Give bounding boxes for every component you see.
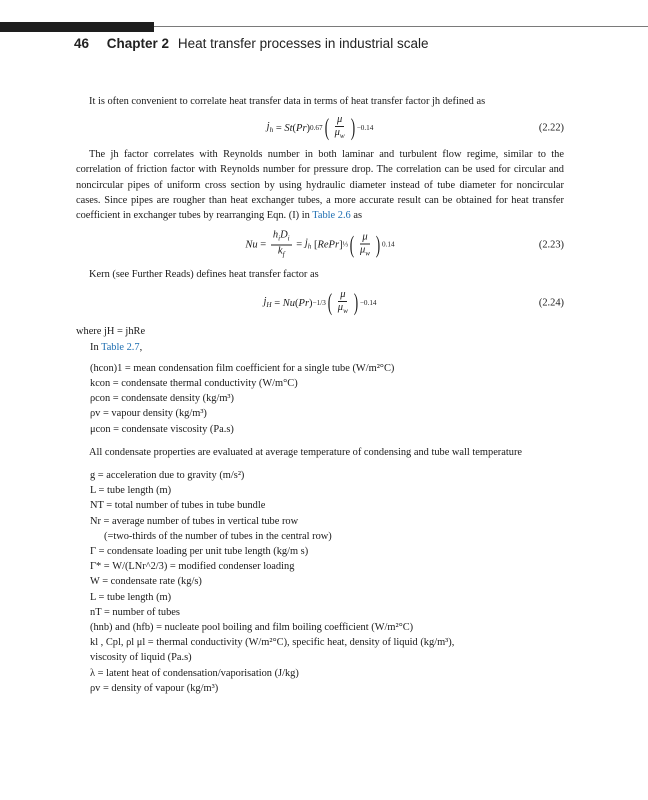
intro-text: It is often convenient to correlate heat transfer data in terms of heat transfer factor jh defined as — [89, 96, 486, 107]
chapter-title: Heat transfer processes in industrial scale — [177, 36, 429, 51]
definition-item: kcon = condensate thermal conductivity (W/m°C) — [90, 378, 298, 390]
equation-2-23: Nu = $\frac{h_iD_i}{k_f}$ = $j_h$ [ RePr ] ⅓ ( $\frac{\mu}{\mu_w}$ ) 0.14 (2.23) — [245, 229, 564, 259]
where-line: where jH = jhRe — [76, 326, 146, 338]
table-2-6-link[interactable]: Table 2.6 — [312, 210, 351, 222]
definition-item: ρv = density of vapour (kg/m³) — [90, 682, 219, 694]
definition-item: kl , Cpl, ρl μl = thermal conductivity (W/m²°C), specific heat, density of liquid (kg/m³), — [90, 637, 455, 649]
correlation-paragraph — [76, 147, 564, 223]
definition-item: L = tube length (m) — [90, 591, 172, 603]
header-bar — [0, 22, 154, 32]
correlation-tail: as — [350, 210, 362, 222]
definition-item: (hnb) and (hfb) = nucleate pool boiling and film boiling coefficient (W/m²°C) — [90, 622, 414, 634]
table-2-7-link[interactable]: Table 2.7 — [101, 341, 140, 353]
definition-item: nT = number of tubes — [90, 606, 180, 618]
definitions-list-2 — [76, 468, 564, 696]
equation-number: (2.22) — [538, 122, 564, 134]
definition-item: Γ = condensate loading per unit tube length (kg/m s) — [90, 546, 309, 558]
intro-paragraph — [76, 94, 564, 109]
definition-item: λ = latent heat of condensation/vaporisation (J/kg) — [90, 667, 299, 679]
kern-paragraph — [76, 267, 564, 282]
equation-2-22: $j_h$ = St ( Pr ) 0.67 ( $\frac{\mu}{\mu_w}$ ) −0.14 (2.22) — [266, 114, 564, 142]
definition-item: L = tube length (m) — [90, 485, 172, 497]
definitions-list-1 — [76, 361, 564, 437]
table-2-7-line: In Table 2.7, — [90, 341, 143, 353]
definition-item: W = condensate rate (kg/s) — [90, 576, 202, 588]
equation-number: (2.24) — [538, 297, 564, 309]
equation-2-24: $j_H$ = Nu ( Pr ) −1/3 ( $\frac{\mu}{\mu_w}$ ) −0.14 (2.24) — [263, 289, 564, 317]
page-number: 46 — [74, 36, 90, 51]
kern-text: Kern (see Further Reads) defines heat transfer factor as — [89, 269, 319, 281]
running-header — [74, 36, 428, 51]
chapter-label: Chapter 2 — [106, 36, 170, 51]
condensate-note-text: All condensate properties are evaluated at average temperature of condensing and tube wall temperature — [89, 446, 523, 458]
equation-number: (2.23) — [538, 239, 564, 251]
definition-item: viscosity of liquid (Pa.s) — [90, 652, 192, 664]
definition-item: (hcon)1 = mean condensation film coefficient for a single tube (W/m²°C) — [90, 362, 395, 374]
definition-item: (=two-thirds of the number of tubes in the central row) — [104, 530, 332, 542]
page-body — [76, 94, 564, 696]
where-block — [76, 324, 564, 354]
condensate-note — [76, 445, 564, 460]
definition-item: ρcon = condensate density (kg/m³) — [90, 393, 235, 405]
definition-item: NT = total number of tubes in tube bundle — [90, 500, 266, 512]
definition-item: Nr = average number of tubes in vertical tube row — [90, 515, 299, 527]
definition-item: Γ* = W/(LNr^2/3) = modified condenser loading — [90, 561, 295, 573]
correlation-text: The jh factor correlates with Reynolds number in both laminar and turbulent flow regime, similar to the correlation of friction factor with Reynolds number for pressure drop. The correlation can be used for circular and noncircular pipes of uniform cross section by using hydraulic diameter instead of tube diameter for noncircular cases. Since pipes are rougher than heat exchanger tubes, a more accurate result can be obtained for heat transfer coefficient in exchanger tubes by rearranging Eqn. (I) in — [76, 149, 564, 222]
definition-item: ρv = vapour density (kg/m³) — [90, 408, 207, 420]
definition-item: g = acceleration due to gravity (m/s²) — [90, 470, 245, 482]
definition-item: μcon = condensate viscosity (Pa.s) — [90, 423, 234, 435]
header-rule — [154, 26, 648, 27]
